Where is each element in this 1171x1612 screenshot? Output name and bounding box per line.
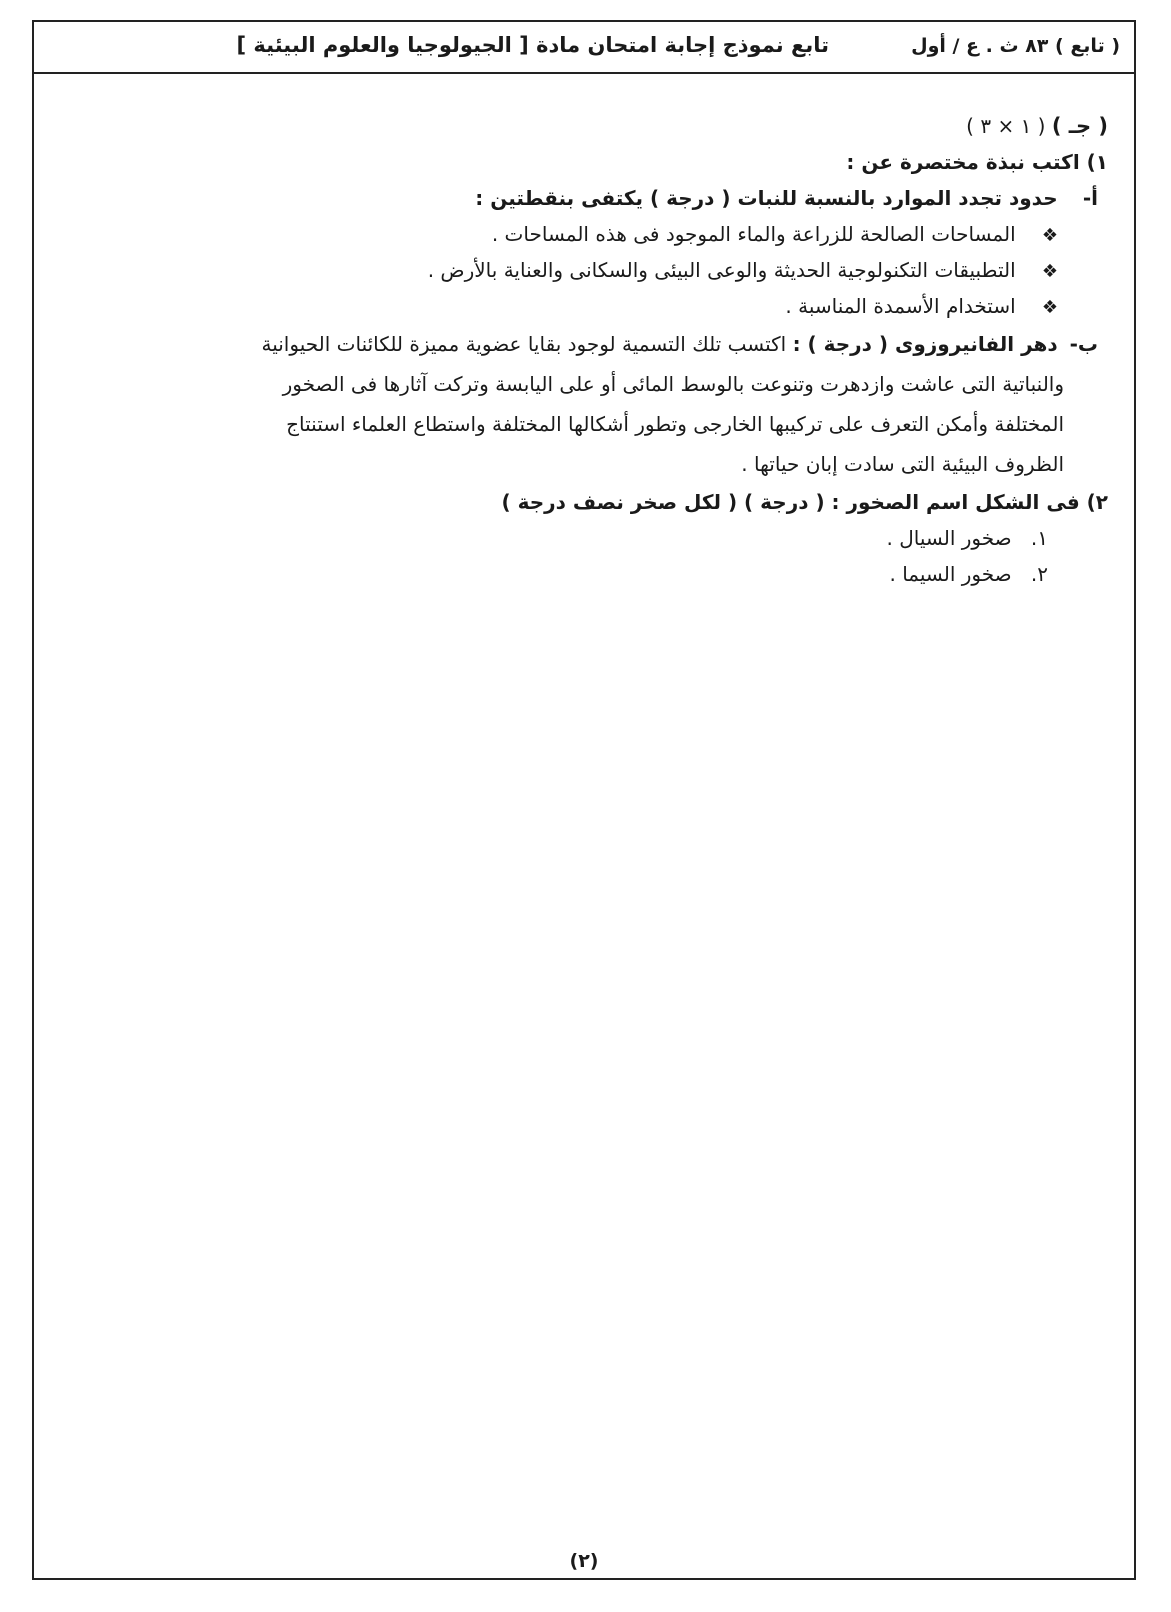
question-1b-lead: دهر الفانيروزوى ( درجة ) : bbox=[792, 332, 1058, 356]
bullet-item bbox=[88, 288, 1108, 324]
bullet-text: المساحات الصالحة للزراعة والماء الموجود فى هذه المساحات . bbox=[491, 222, 1016, 246]
part-heading bbox=[88, 108, 1108, 144]
numbered-item bbox=[88, 556, 1108, 592]
exam-code: ( تابع ) ٨٣ ث . ع / أول bbox=[911, 35, 1120, 57]
bullet-item bbox=[88, 252, 1108, 288]
paragraph-line: الظروف البيئية التى سادت إبان حياتها . bbox=[741, 452, 1064, 476]
sub-letter-b: ب- bbox=[1069, 332, 1098, 356]
question-1a-heading bbox=[88, 180, 1108, 216]
page-number: (٢) bbox=[569, 1550, 599, 1572]
question-1-heading: ١) اكتب نبذة مختصرة عن : bbox=[846, 150, 1108, 174]
question-1b-text-line: اكتسب تلك التسمية لوجود بقايا عضوية مميزة للكائنات الحيوانية bbox=[261, 332, 787, 356]
paragraph-line: والنباتية التى عاشت وازدهرت وتنوعت بالوسط المائى أو على اليابسة وتركت آثارها فى الصخور bbox=[282, 372, 1064, 396]
question-1b-first-line bbox=[88, 324, 1108, 364]
item-text: صخور السيال . bbox=[886, 526, 1012, 550]
question-1a-text: حدود تجدد الموارد بالنسبة للنبات ( درجة ) يكتفى بنقطتين : bbox=[475, 186, 1058, 210]
diamond-bullet-icon: ❖ bbox=[1041, 297, 1058, 318]
diamond-bullet-icon: ❖ bbox=[1041, 261, 1058, 282]
question-2-heading: ٢) فى الشكل اسم الصخور : ( درجة ) ( لكل صخر نصف درجة ) bbox=[501, 490, 1108, 514]
header-bar bbox=[34, 22, 1134, 74]
answer-content bbox=[88, 108, 1108, 592]
question-1b-paragraph bbox=[88, 364, 1108, 484]
paragraph-line: المختلفة وأمكن التعرف على تركيبها الخارجى وتطور أشكالها المختلفة واستطاع العلماء استنتاج bbox=[286, 412, 1064, 436]
bullet-text: التطبيقات التكنولوجية الحديثة والوعى البيئى والسكانى والعناية بالأرض . bbox=[427, 258, 1016, 282]
part-marks: ( ١ × ٣ ) bbox=[966, 114, 1046, 138]
page-frame bbox=[32, 20, 1136, 1580]
item-text: صخور السيما . bbox=[889, 562, 1012, 586]
item-number: ١. bbox=[1030, 526, 1048, 550]
diamond-bullet-icon: ❖ bbox=[1041, 225, 1058, 246]
numbered-item bbox=[88, 520, 1108, 556]
sub-letter-a: أ- bbox=[1082, 186, 1098, 210]
part-label: ( جـ ) bbox=[1051, 114, 1108, 138]
bullet-item bbox=[88, 216, 1108, 252]
exam-title: تابع نموذج إجابة امتحان مادة [ الجيولوجيا والعلوم البيئية ] bbox=[236, 33, 829, 57]
item-number: ٢. bbox=[1030, 562, 1048, 586]
bullet-text: استخدام الأسمدة المناسبة . bbox=[785, 294, 1016, 318]
